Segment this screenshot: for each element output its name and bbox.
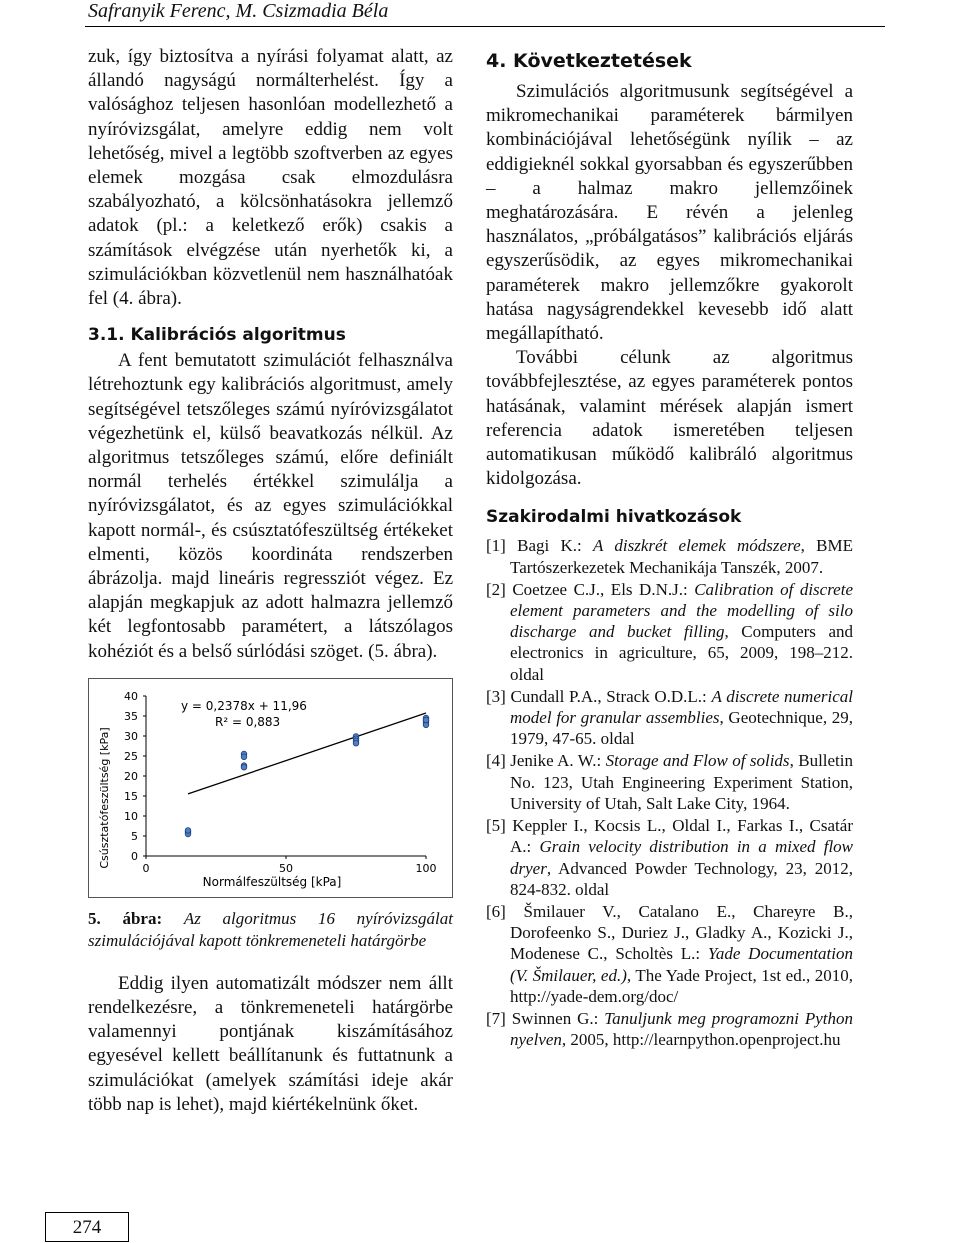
caption-label: 5. ábra:	[88, 908, 163, 928]
right-paragraph-1: Szimulációs algoritmusunk segítségével a mikromechanikai paraméterek bármilyen kombinációjával lehetőségünk nyílik – az eddigieknél sokkal gyorsabban és egyszerűbben – a halmaz makro jellemzőinek meghatározására. E révén a jelenleg használatos, „próbálgatásos” kalibrációs eljárás egyszerűsödik, az egyes mikromechanikai paraméterek makro jellemzőkre gyakorolt hatása nagyságrendekkel kevesebb idő alatt megállapítható.	[486, 81, 853, 345]
reference-title: A diszkrét elemek módszere	[593, 536, 801, 556]
reference-source: , 2005, http://learnpython.openproject.hu	[561, 1030, 841, 1050]
reference-authors: [2] Coetzee C.J., Els D.N.J.:	[486, 579, 695, 599]
page-number: 274	[45, 1212, 129, 1242]
running-header: Safranyik Ferenc, M. Csizmadia Béla	[88, 0, 389, 22]
data-point	[241, 764, 247, 770]
y-tick-label: 0	[131, 849, 138, 863]
reference-authors: [1] Bagi K.:	[486, 536, 594, 556]
reference-item	[486, 686, 853, 750]
reference-source: , BME Tartószerkezetek Mechanikája Tanszék, 2007.	[510, 536, 853, 577]
caption-text: Az algoritmus 16 nyíróvizsgálat szimulációjával kapott tönkremeneteli határgörbe	[88, 908, 453, 950]
r-squared-label: R² = 0,883	[215, 714, 281, 729]
reference-source: , Geotechnique, 29, 1979, 47-65. oldal	[510, 708, 854, 749]
header-rule	[85, 26, 885, 27]
reference-title: Storage and Flow of solids	[605, 751, 790, 771]
y-tick-label: 25	[124, 749, 138, 763]
reference-title: A discrete numerical model for granular assemblies	[510, 686, 853, 728]
x-axis-label: Normálfeszültség [kPa]	[202, 874, 342, 889]
x-tick-label: 50	[279, 861, 293, 875]
x-tick-label: 0	[142, 861, 150, 875]
reference-item	[486, 1008, 853, 1050]
reference-authors: [7] Swinnen G.:	[486, 1008, 605, 1028]
reference-item	[486, 901, 853, 1007]
section-heading-3-1: 3.1. Kalibrációs algoritmus	[88, 325, 346, 346]
reference-item	[486, 815, 853, 900]
reference-title: Calibration of discrete element parameters and the modelling of silo discharge and bucket filling	[510, 579, 853, 642]
reference-item	[486, 750, 853, 814]
y-axis-label: Csúsztatófeszültség [kPa]	[98, 727, 111, 869]
equation-label: y = 0,2378x + 11,96	[181, 698, 307, 713]
left-paragraph-2: A fent bemutatott szimulációt felhasználva létrehoztunk egy kalibrációs algoritmust, amely segítségével tetszőleges számú nyíróvizsgálatot végezhetünk el, külső beavatkozás nélkül. Az algoritmus tetszőleges számú, előre definiált normál terhelés értékkel szimulálja a nyíróvizsgálatot, és az egyes szimulációkkal kapott normál-, és csúsztatófeszültség értékeket elmenti, közös koordináta rendszerben ábrázolja. majd lineáris regressziót végez. Ez alapján megkapjuk az adott halmazra jellemző két legfontosabb paramétert, a látszólagos kohéziót és a belső súrlódási szöget. (5. ábra).	[88, 350, 453, 662]
reference-authors: [3] Cundall P.A., Strack O.D.L.:	[486, 686, 712, 706]
reference-authors: [5] Keppler I., Kocsis L., Oldal I., Farkas I., Csatár A.:	[486, 816, 853, 857]
reference-item	[486, 579, 853, 685]
section-heading-4: 4. Következtetések	[486, 50, 692, 72]
reference-title: Grain velocity distribution in a mixed flow dryer	[510, 837, 854, 878]
figure-caption	[88, 908, 453, 952]
reference-source: , Computers and electronics in agriculture, 65, 2009, 198–212. oldal	[510, 622, 853, 684]
left-paragraph-1: zuk, így biztosítva a nyírási folyamat alatt, az állandó nagyságú normálterhelést. Így a valósághoz teljesen hasonlóan modellezhető a nyíróvizsgálat, amelyre eddig nem volt lehetőség, mivel a legtöbb szoftverben az egyes elemek mozgása csak elmozdulásra szabályozható, a kölcsönhatásokra jellemző adatok (pl.: a keletkező erők) csakis a számítások elvégzése után nyerhetők ki, a szimulációkban közvetlenül nem használhatóak fel (4. ábra).	[88, 46, 453, 310]
data-point	[185, 827, 191, 833]
y-tick-label: 10	[124, 809, 138, 823]
reference-source: , Advanced Powder Technology, 23, 2012, 824-832. oldal	[510, 858, 853, 899]
reference-title: Tanuljunk meg programozni Python nyelven	[510, 1008, 853, 1050]
right-paragraph-2: További célunk az algoritmus továbbfejlesztése, az egyes paraméterek pontos hatásának, valamint mérések alapján ismert referencia adatok ismeretében teljesen automatikusan működő kalibráló algoritmus kidolgozása.	[486, 347, 853, 490]
data-point	[423, 717, 429, 723]
y-tick-label: 30	[124, 729, 138, 743]
figure-5	[88, 678, 453, 898]
y-tick-label: 40	[124, 689, 138, 703]
y-tick-label: 35	[124, 709, 138, 723]
reference-authors: [4] Jenike A. W.:	[486, 751, 606, 771]
data-point	[241, 754, 247, 760]
left-column	[88, 45, 453, 1117]
reference-authors: [6] Šmilauer V., Catalano E., Chareyre B., Dorofeenko S., Duriez J., Gladky A., Kozicki J., Modenese C., Scholtès L.:	[486, 901, 853, 964]
reference-title: Yade Documentation (V. Šmilauer, ed.)	[510, 944, 853, 985]
y-tick-label: 20	[124, 769, 138, 783]
left-paragraph-3: Eddig ilyen automatizált módszer nem állt rendelkezésre, a tönkremeneteli határgörbe valamennyi pontjának kiszámításához egyesével kellett beállítanunk és futtatnunk a szimulációkat (amelyek számítási ideje akár több nap is lehet), majd kiértékelnünk őket.	[88, 972, 453, 1115]
y-tick-label: 5	[131, 829, 138, 843]
reference-source: , Bulletin No. 123, Utah Engineering Experiment Station, University of Utah, Salt Lake City, 1964.	[510, 751, 854, 813]
reference-list	[486, 535, 853, 1050]
references-heading: Szakirodalmi hivatkozások	[486, 507, 742, 528]
reference-source: , The Yade Project, 1st ed., 2010, http://yade-dem.org/doc/	[510, 965, 853, 1006]
scatter-chart	[88, 678, 453, 898]
data-point	[353, 740, 359, 746]
reference-item	[486, 535, 853, 577]
y-tick-label: 15	[124, 789, 138, 803]
right-column	[486, 45, 853, 1051]
x-tick-label: 100	[415, 861, 437, 875]
